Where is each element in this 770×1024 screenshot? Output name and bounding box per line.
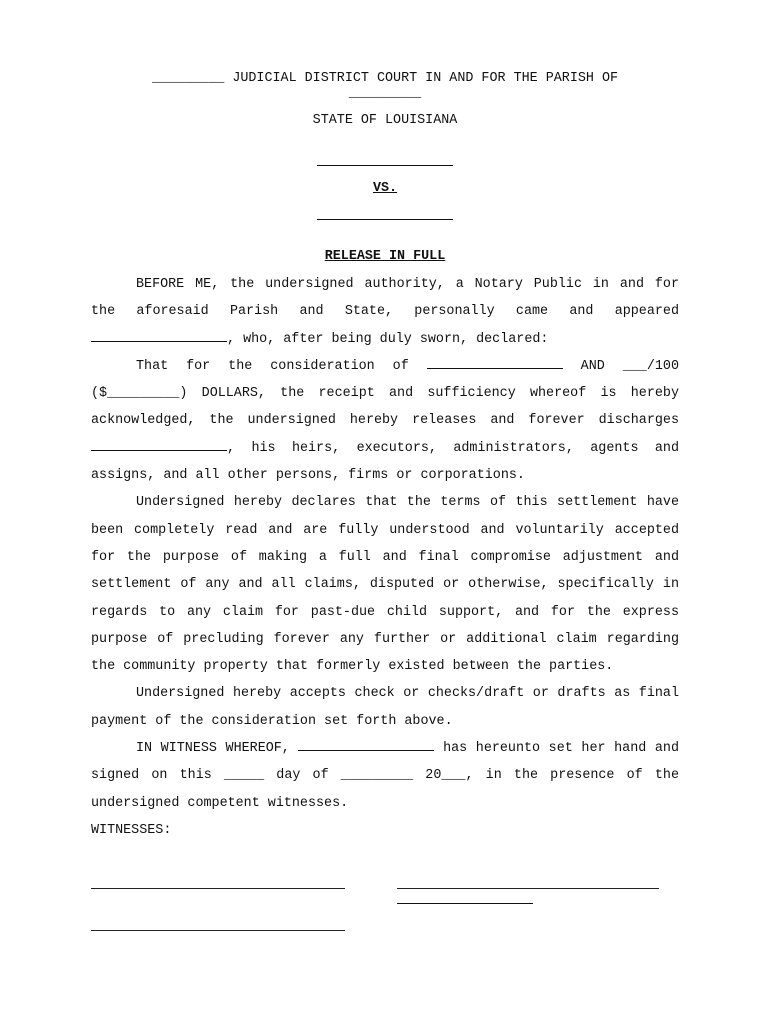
paragraph-appearance	[91, 271, 679, 353]
paragraph-text: IN WITNESS WHEREOF,	[136, 741, 299, 757]
document-title: RELEASE IN FULL	[324, 249, 446, 264]
paragraph-text: BEFORE ME, the undersigned authority, a Notary Public in and for the aforesaid Parish and State, personally came and appeared	[91, 277, 679, 320]
court-heading	[0, 71, 770, 86]
state-heading: STATE OF LOUISIANA	[312, 113, 458, 128]
paragraph-text: , who, after being duly sworn, declared:	[227, 331, 549, 347]
court-heading-text: JUDICIAL DISTRICT COURT IN AND FOR THE PARISH OF	[224, 71, 619, 86]
witness-1-signature-line[interactable]	[91, 888, 345, 889]
witnesses-label: WITNESSES:	[91, 822, 172, 838]
released-party-line[interactable]	[91, 438, 227, 451]
paragraph-acceptance: Undersigned hereby accepts check or checks/draft or drafts as final payment of the consideration set forth above.	[91, 686, 679, 729]
defendant-name-line[interactable]	[317, 219, 453, 220]
versus-label: VS.	[372, 181, 398, 196]
paragraph-consideration	[91, 353, 679, 489]
consideration-amount-line[interactable]	[427, 356, 563, 369]
signer-name-line[interactable]	[298, 738, 434, 751]
plaintiff-name-line[interactable]	[317, 165, 453, 166]
parish-blank[interactable]: _________	[348, 86, 422, 101]
releasor-signature-line[interactable]	[397, 888, 659, 889]
paragraph-text: AND ___/100 ($_________) DOLLARS, the receipt and sufficiency whereof is hereby acknowledged, the undersigned hereby releases and forever discharges	[91, 358, 679, 429]
judicial-district-blank[interactable]: _________	[151, 71, 225, 86]
paragraph-witness	[91, 735, 679, 817]
releasor-name-line[interactable]	[397, 903, 533, 904]
paragraph-text: That for the consideration of	[136, 358, 427, 374]
witness-2-signature-line[interactable]	[91, 930, 345, 931]
document-body	[91, 271, 679, 844]
paragraph-text: has hereunto set her hand and signed on this _____ day of _________ 20___, in the presence of the undersigned competent witnesses.	[91, 741, 679, 811]
paragraph-text: , his heirs, executors, administrators, agents and assigns, and all other persons, firms or corporations.	[91, 440, 679, 484]
paragraph-declaration: Undersigned hereby declares that the terms of this settlement have been completely read and are fully understood and voluntarily accepted for the purpose of making a full and final compromise adjustment and settlement of any and all claims, disputed or otherwise, specifically in regards to any claim for past-due child support, and for the express purpose of precluding forever any further or additional claim regarding the community property that formerly existed between the parties.	[91, 495, 679, 675]
appearer-name-line[interactable]	[91, 329, 227, 342]
